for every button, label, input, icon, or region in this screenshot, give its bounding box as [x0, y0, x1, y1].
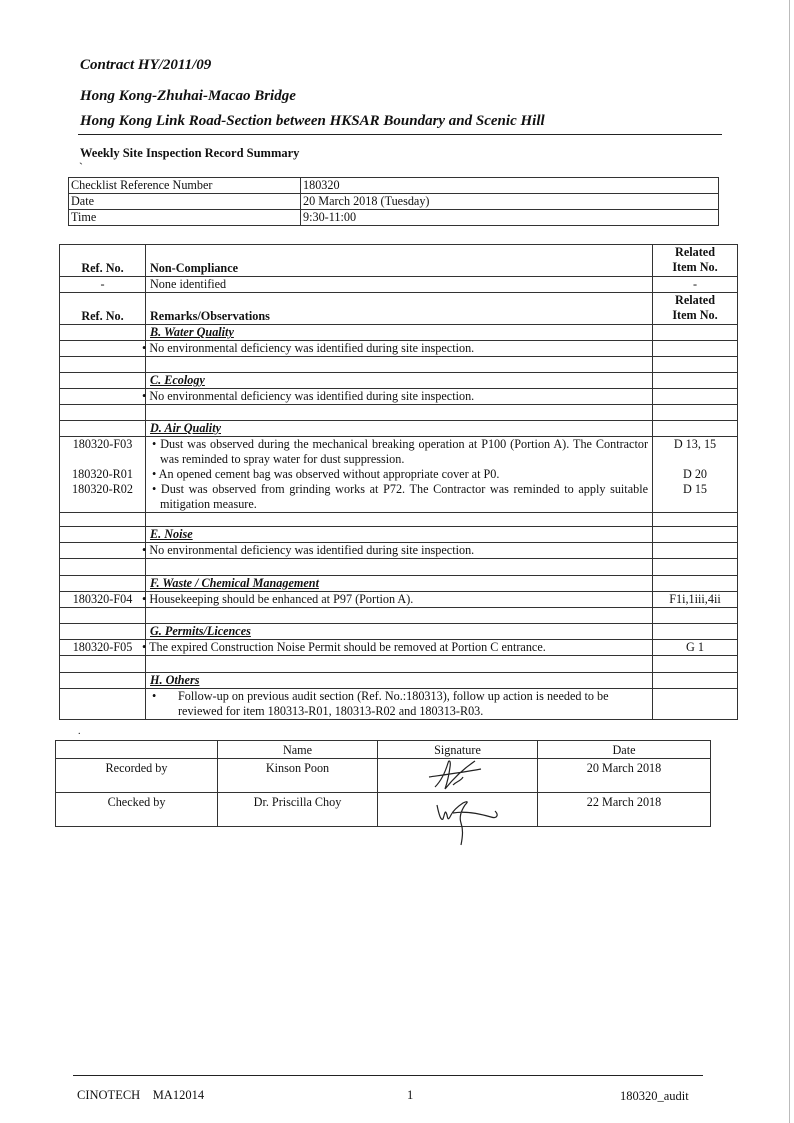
nc-ref: - — [60, 277, 146, 293]
obs-item: D 15 — [682, 482, 708, 496]
info-value: 180320 — [301, 178, 719, 194]
section-row-others — [60, 673, 738, 689]
section-row-permits — [60, 624, 738, 640]
obs-row — [60, 543, 738, 559]
spacer-row — [60, 513, 738, 527]
obs-row — [60, 640, 738, 656]
nc-item-header-line2: Item No. — [672, 260, 718, 274]
obs-desc-header: Remarks/Observations — [146, 293, 653, 325]
nc-item-header — [653, 245, 738, 277]
obs-item-header-line2: Item No. — [672, 308, 718, 322]
obs-ref-list — [60, 437, 146, 513]
obs-ref: 180320-F04 — [60, 592, 146, 608]
info-label: Date — [69, 194, 301, 210]
obs-row — [60, 689, 738, 720]
nc-item: - — [653, 277, 738, 293]
obs-text: • The expired Construction Noise Permit should be removed at Portion C entrance. — [146, 640, 653, 656]
section-title: Hong Kong Link Road-Section between HKSAR Boundary and Scenic Hill — [80, 113, 545, 129]
nc-ref-header: Ref. No. — [60, 245, 146, 277]
section-title-permits: G. Permits/Licences — [146, 624, 653, 640]
obs-ref-header: Ref. No. — [60, 293, 146, 325]
nc-desc: None identified — [146, 277, 653, 293]
obs-text: • An opened cement bag was observed without appropriate cover at P0. — [152, 467, 500, 481]
signoff-row — [56, 759, 711, 793]
obs-text: • No environmental deficiency was identified during site inspection. — [146, 341, 653, 357]
spacer-row — [60, 608, 738, 624]
signoff-date: 22 March 2018 — [538, 793, 711, 827]
obs-text: Follow-up on previous audit section (Ref. No.:180313), follow up action is needed to be reviewed for item 180313-R01, 180313-R02 and 180313-R03. — [178, 689, 609, 718]
header-rule — [78, 134, 722, 135]
signoff-role: Recorded by — [56, 759, 218, 793]
nc-desc-header: Non-Compliance — [146, 245, 653, 277]
signature-cell — [378, 759, 538, 793]
obs-item: D 13, 15 — [673, 437, 717, 451]
signoff-header: Signature — [378, 741, 538, 759]
obs-item-header — [653, 293, 738, 325]
signoff-role: Checked by — [56, 793, 218, 827]
obs-text: • No environmental deficiency was identified during site inspection. — [146, 543, 653, 559]
bullet: • — [152, 689, 157, 703]
obs-item-header-line1: Related — [675, 293, 715, 307]
nc-row — [60, 277, 738, 293]
signature-image — [433, 795, 508, 847]
signoff-header-row — [56, 741, 711, 759]
obs-text: • No environmental deficiency was identified during site inspection. — [146, 389, 653, 405]
signoff-header: Name — [218, 741, 378, 759]
stray-mark: ` — [79, 160, 83, 174]
project-title: Hong Kong-Zhuhai-Macao Bridge — [80, 88, 296, 104]
signature-image — [423, 755, 493, 795]
signoff-name: Kinson Poon — [218, 759, 378, 793]
section-title-ecology: C. Ecology — [146, 373, 653, 389]
contract-number: Contract HY/2011/09 — [80, 57, 212, 73]
section-title-air: D. Air Quality — [146, 421, 653, 437]
obs-row — [60, 389, 738, 405]
nc-item-header-line1: Related — [675, 245, 715, 259]
obs-item: G 1 — [653, 640, 738, 656]
obs-text: • Dust was observed during the mechanical breaking operation at P100 (Portion A). The Contractor was reminded to spray water for dust suppression. — [152, 437, 648, 466]
obs-text-others — [146, 689, 653, 720]
signoff-header: Date — [538, 741, 711, 759]
info-row — [69, 210, 719, 226]
section-row-noise — [60, 527, 738, 543]
section-title-others: H. Others — [146, 673, 653, 689]
info-label: Checklist Reference Number — [69, 178, 301, 194]
info-value: 20 March 2018 (Tuesday) — [301, 194, 719, 210]
spacer-row — [60, 656, 738, 673]
obs-row — [60, 437, 738, 513]
obs-ref: 180320-F05 — [60, 640, 146, 656]
obs-item: F1i,1iii,4ii — [653, 592, 738, 608]
stray-mark: . — [78, 726, 81, 737]
inspection-table — [59, 244, 738, 720]
section-title-noise: E. Noise — [146, 527, 653, 543]
obs-ref: 180320-F03 — [72, 437, 133, 451]
info-label: Time — [69, 210, 301, 226]
section-row-waste — [60, 576, 738, 592]
obs-item-list — [653, 437, 738, 513]
signoff-row — [56, 793, 711, 827]
obs-header-row — [60, 293, 738, 325]
section-title-waste: F. Waste / Chemical Management — [146, 576, 653, 592]
signoff-date: 20 March 2018 — [538, 759, 711, 793]
footer-left: CINOTECH MA12014 — [77, 1088, 205, 1102]
obs-row — [60, 341, 738, 357]
obs-ref: 180320-R02 — [72, 482, 133, 496]
info-row — [69, 194, 719, 210]
obs-item: D 20 — [682, 467, 708, 481]
signature-cell — [378, 793, 538, 827]
nc-header-row — [60, 245, 738, 277]
info-value: 9:30-11:00 — [301, 210, 719, 226]
footer-rule — [73, 1075, 703, 1076]
document-title: Weekly Site Inspection Record Summary — [80, 146, 300, 160]
section-title-water: B. Water Quality — [146, 325, 653, 341]
footer-right: 180320_audit — [620, 1089, 689, 1103]
section-row-ecology — [60, 373, 738, 389]
obs-ref: 180320-R01 — [72, 467, 133, 481]
section-row-air — [60, 421, 738, 437]
obs-text-list — [146, 437, 653, 513]
spacer-row — [60, 559, 738, 576]
signoff-table — [55, 740, 711, 827]
info-table — [68, 177, 719, 226]
scan-edge — [789, 0, 790, 1123]
page-number: 1 — [407, 1088, 414, 1102]
spacer-row — [60, 405, 738, 421]
obs-text: • Housekeeping should be enhanced at P97 (Portion A). — [146, 592, 653, 608]
spacer-row — [60, 357, 738, 373]
signoff-name: Dr. Priscilla Choy — [218, 793, 378, 827]
section-row-water — [60, 325, 738, 341]
obs-text: • Dust was observed from grinding works at P72. The Contractor was reminded to apply suitable mitigation measure. — [152, 482, 648, 511]
info-row — [69, 178, 719, 194]
obs-row — [60, 592, 738, 608]
